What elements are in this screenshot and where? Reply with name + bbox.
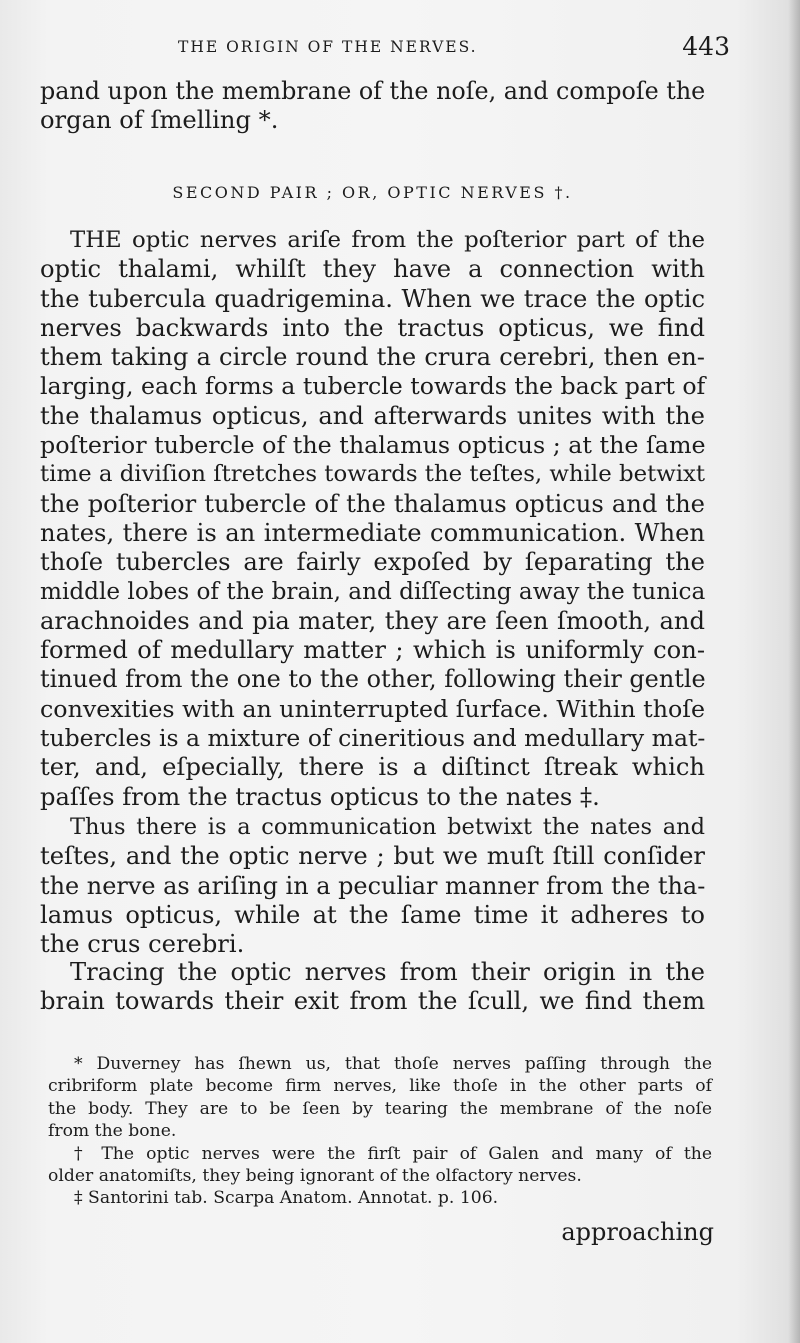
text-line: Tracing the optic nerves from their origin in the	[70, 958, 705, 986]
text-line: THE optic nerves ariſe from the poſterior part of the	[70, 227, 705, 253]
text-line: the tubercula quadrigemina. When we trace the optic	[40, 284, 705, 313]
text-line: tinued from the one to the other, following their gentle	[40, 665, 706, 694]
running-head	[40, 30, 730, 70]
text-line: brain towards their exit from the ſcull, we find them	[40, 987, 705, 1016]
text-line: the poſterior tubercle of the thalamus opticus and the	[40, 489, 705, 518]
paragraph-optic-nerves	[40, 226, 705, 812]
footnote-line: cribriform plate become firm nerves, like thoſe in the other parts of	[48, 1076, 712, 1097]
text-line: tubercles is a mixture of cineritious and medullary mat-	[40, 724, 706, 753]
text-line: ter, and, eſpecially, there is a diſtinct ſtreak which	[40, 753, 705, 782]
paragraph-communication	[40, 813, 705, 959]
footnotes	[48, 1053, 712, 1210]
text-line: convexities with an uninterrupted ſurface. Within thoſe	[40, 694, 706, 723]
text-line: lamus opticus, while at the ſame time it adheres to	[40, 900, 705, 929]
text-line: optic thalami, whilſt they have a connection with	[40, 255, 705, 284]
catchword: approaching	[561, 1218, 714, 1246]
page-number: 443	[682, 32, 730, 61]
text-line: nerves backwards into the tractus opticus, we find	[40, 313, 705, 342]
footnote-line: ‡ Santorini tab. Scarpa Anatom. Annotat. p. 106.	[74, 1188, 499, 1209]
intro-paragraph	[40, 77, 705, 136]
text-line: the crus cerebri.	[40, 930, 245, 959]
paragraph-tracing	[40, 958, 705, 1017]
text-line: organ of ſmelling *.	[40, 106, 279, 135]
text-line: arachnoides and pia mater, they are ſeen ſmooth, and	[40, 606, 705, 635]
text-line: the nerve as ariſing in a peculiar manner from the tha-	[40, 871, 706, 900]
section-heading: SECOND PAIR ; OR, OPTIC NERVES †.	[172, 183, 573, 202]
text-line: formed of medullary matter ; which is uniformly con-	[40, 636, 705, 665]
footnote-line: * Duverney has ſhewn us, that thoſe nerves paſſing through the	[74, 1054, 712, 1074]
text-line: larging, each forms a tubercle towards the back part of	[40, 372, 706, 401]
text-line: time a diviſion ſtretches towards the teſtes, while betwixt	[40, 461, 706, 488]
text-line: them taking a circle round the crura cerebri, then en-	[40, 343, 705, 372]
text-line: Thus there is a communication betwixt the nates and	[70, 814, 705, 840]
text-line: nates, there is an intermediate communication. When	[40, 518, 705, 547]
footnote-line: † The optic nerves were the firſt pair of Galen and many of the	[74, 1143, 712, 1164]
text-line: thoſe tubercles are fairly expoſed by ſeparating the	[40, 548, 705, 577]
text-line: poſterior tubercle of the thalamus opticus ; at the ſame	[40, 431, 706, 460]
footnote-line: older anatomiſts, they being ignorant of the olfactory nerves.	[48, 1166, 582, 1187]
footnote-line: the body. They are to be ſeen by tearing the membrane of the noſe	[48, 1098, 712, 1119]
text-line: the thalamus opticus, and afterwards unites with the	[40, 401, 705, 430]
running-title: THE ORIGIN OF THE NERVES.	[178, 38, 478, 56]
text-line: paſſes from the tractus opticus to the nates ‡.	[40, 782, 600, 811]
page-edge-shadow	[788, 0, 800, 1343]
footnote-line: from the bone.	[48, 1121, 177, 1142]
text-line: middle lobes of the brain, and diſſecting away the tunica	[40, 578, 706, 605]
text-line: pand upon the membrane of the noſe, and compoſe the	[40, 77, 706, 105]
text-line: teſtes, and the optic nerve ; but we muſt ſtill conſider	[40, 842, 705, 871]
